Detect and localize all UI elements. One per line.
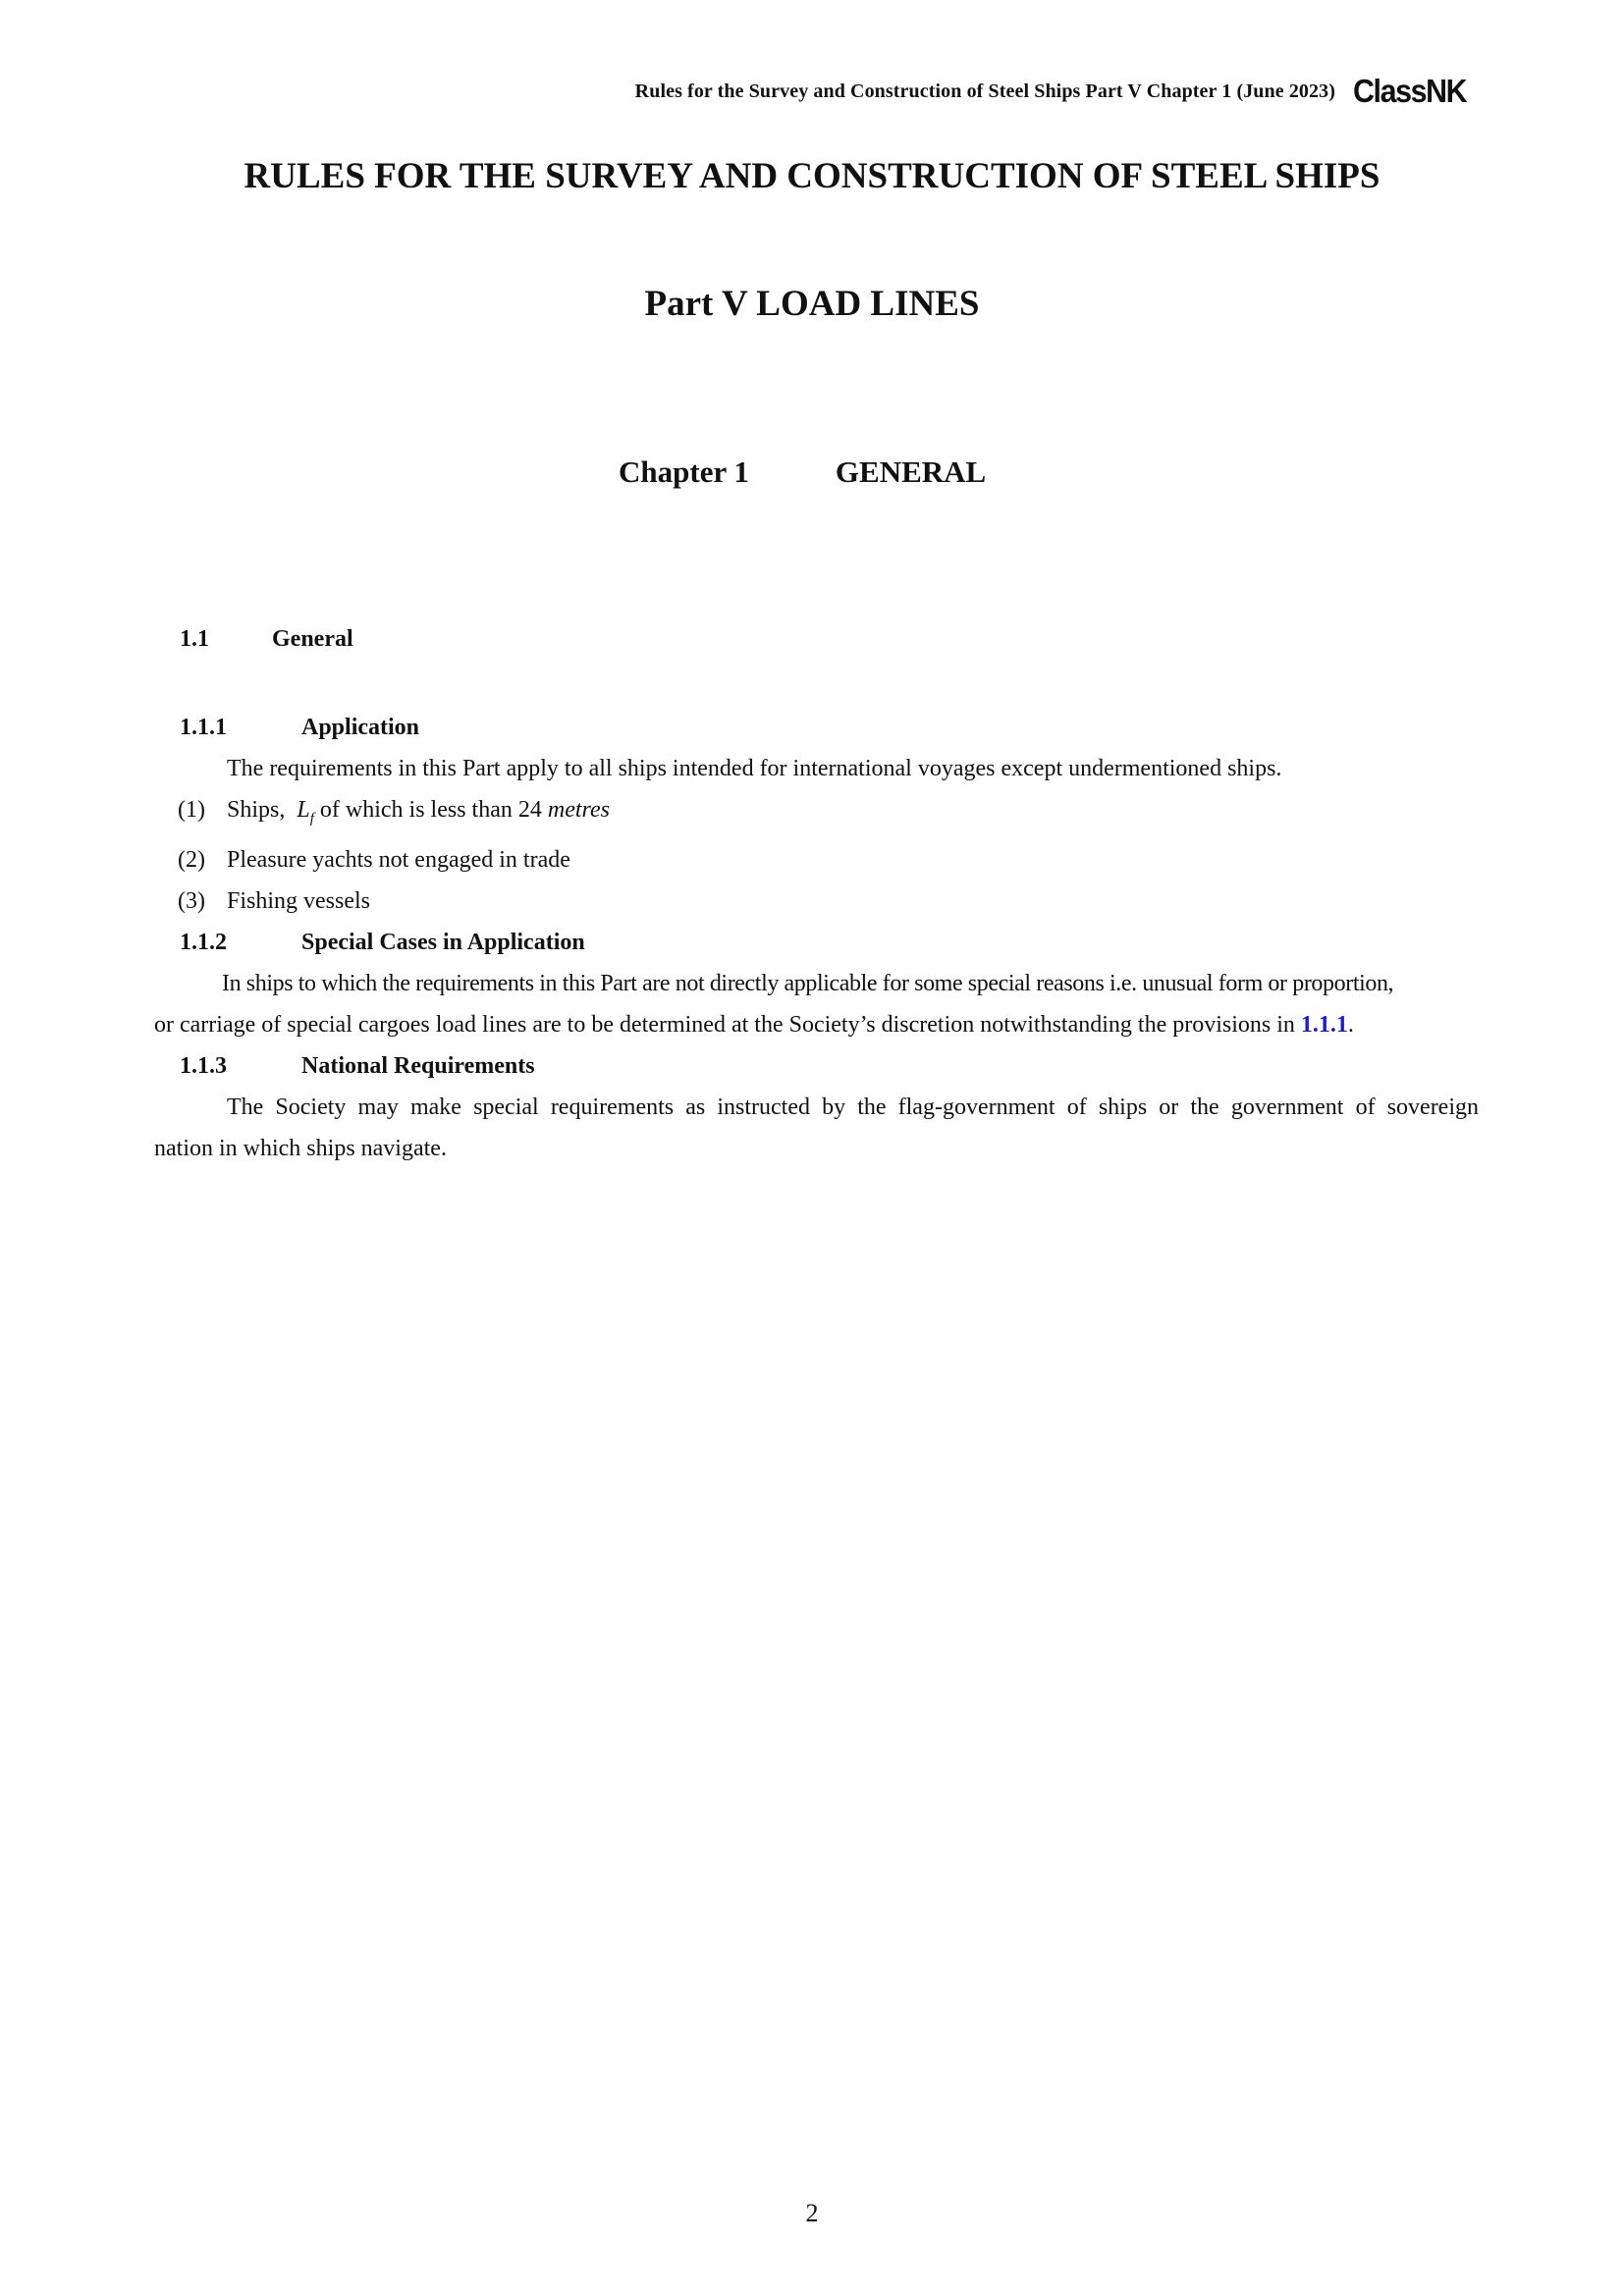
subsection-heading-application <box>154 707 1479 748</box>
list-marker: (3) <box>178 887 205 914</box>
national-line-1: The Society may make special requirements as instructed by the flag-government of ships or the government of sovereign <box>227 1094 1479 1120</box>
list-text: Fishing vessels <box>227 887 371 914</box>
list-item <box>154 789 1479 839</box>
list-item <box>154 881 1479 922</box>
running-header: Rules for the Survey and Construction of Steel Ships Part V Chapter 1 (June 2023) <box>634 80 1335 102</box>
list-item <box>154 839 1479 881</box>
cross-reference-link[interactable]: 1.1.1 <box>1300 1011 1348 1038</box>
main-title: RULES FOR THE SURVEY AND CONSTRUCTION OF STEEL SHIPS <box>244 156 1380 196</box>
part-title: Part V LOAD LINES <box>644 284 980 324</box>
list-marker: (2) <box>178 846 205 873</box>
list-text: Pleasure yachts not engaged in trade <box>227 846 570 873</box>
subsection-heading-national <box>154 1045 1479 1087</box>
application-intro: The requirements in this Part apply to all ships intended for international voyages except undermentioned ships. <box>227 756 1282 781</box>
section-heading <box>180 626 353 653</box>
section-number: 1.1 <box>180 626 209 652</box>
national-line-2: nation in which ships navigate. <box>154 1135 447 1161</box>
page-number: 2 <box>805 2199 819 2227</box>
document-body <box>154 707 1479 1169</box>
subsection-heading-special-cases <box>154 922 1479 963</box>
chapter-title: GENERAL <box>835 454 987 489</box>
unit-text: metres <box>547 797 610 823</box>
chapter-number: Chapter 1 <box>619 454 749 489</box>
chapter-heading <box>619 454 986 490</box>
list-text: of which is less than 24 <box>319 797 542 823</box>
list-text: Ships, <box>227 797 286 823</box>
special-cases-line-2: or carriage of special cargoes load lines are to be determined at the Society’s discretion notwithstanding the provisions in 1.1.1. <box>154 1011 1354 1038</box>
list-marker: (1) <box>178 797 205 823</box>
special-cases-line-1: In ships to which the requirements in this Part are not directly applicable for some special reasons i.e. unusual form or proportion, <box>222 970 1394 996</box>
subsection-title: National Requirements <box>301 1052 535 1079</box>
subsection-number: 1.1.2 <box>180 929 227 955</box>
length-variable: $L_f$ <box>297 797 314 827</box>
subsection-title: Special Cases in Application <box>301 929 585 955</box>
subsection-number: 1.1.3 <box>180 1052 227 1079</box>
subsection-number: 1.1.1 <box>180 715 227 740</box>
classnk-logo: ClassNK <box>1353 73 1467 109</box>
section-title: General <box>272 626 353 652</box>
subsection-title: Application <box>301 715 420 740</box>
